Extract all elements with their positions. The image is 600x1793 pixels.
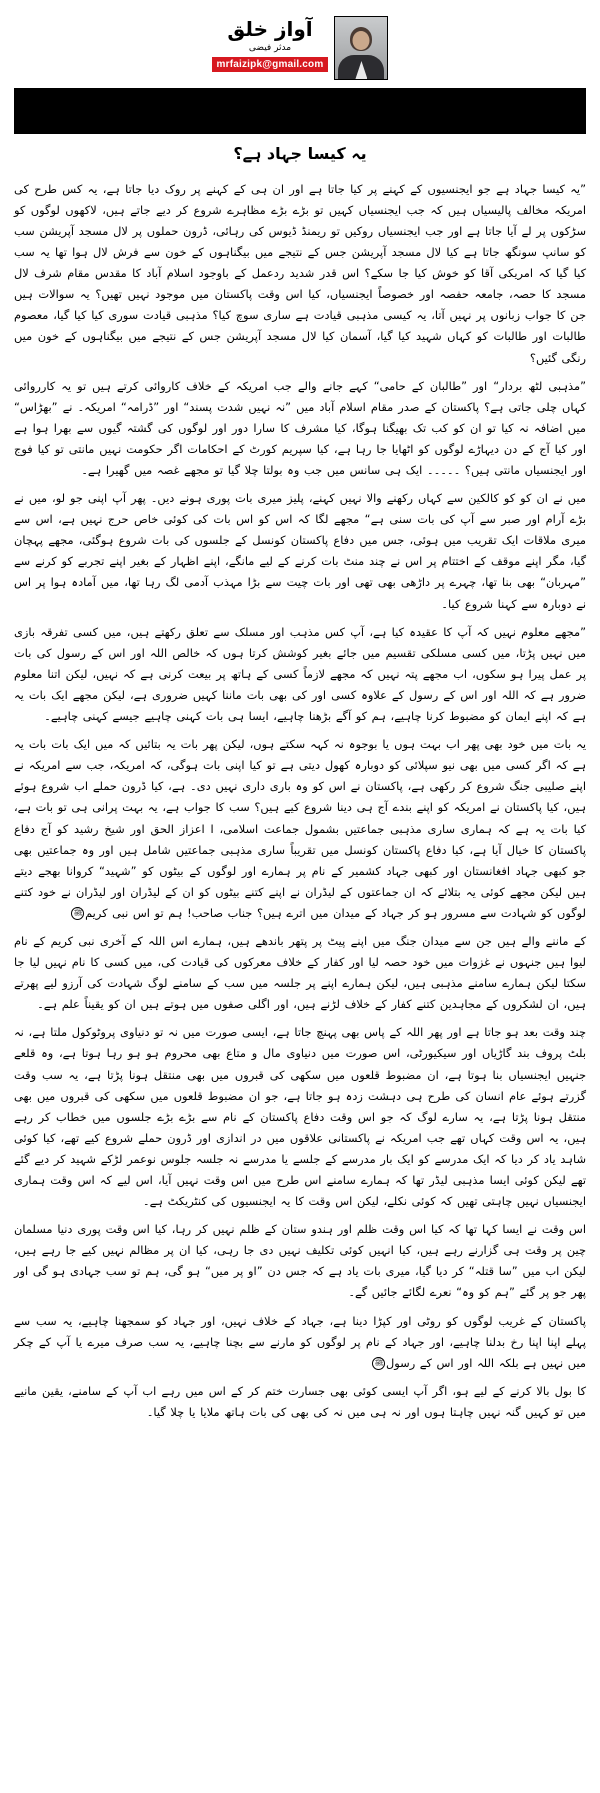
article-paragraph-text: پاکستان کے غریب لوگوں کو روٹی اور کپڑا دینا ہے، جہاد کے خلاف نہیں، اور جہاد کو سمجھنا چاہیے، یہ سب سے پہلے اپنا اپنا رخ بدلنا چاہیے، اور جہاد کے نام پر لوگوں کو مارنے سے بچنا چاہیے، یہ سب صرف میرے یا آپ کے چکر میں نہیں ہے بلکہ اللہ اور اس کے رسول	[14, 1313, 586, 1370]
article-paragraph	[14, 931, 586, 1015]
article-paragraph-text: کے ماننے والے ہیں جن سے میدان جنگ میں اپنے پیٹ پر پتھر باندھے ہیں، ہمارے اس اللہ کے آخری نبی کریم کے نام لیوا ہیں جنہوں نے غزوات میں خود حصہ لیا اور کفار کے خلاف معرکوں کی قیادت کی، میں کسی کا نام نہیں لیا جا سکتا لیکن ہمارے سامنے مذہبی ہیں، لیکن ہمارے اپنے پر جلسہ میں سب کے سامنے لوگ شہادت کی آرزو لیے پھرتے ہیں، ان لشکروں کے مجاہدین کتنے کفار کے خلاف لڑنے ہیں، اور اگلی صفوں میں ہوتے ہیں ان کو یقیناً علم ہے۔	[14, 933, 586, 1012]
masthead-inner	[212, 16, 389, 80]
author-name: مدثر فیضی	[248, 43, 292, 53]
author-portrait-photo	[334, 16, 388, 80]
article-body	[14, 179, 586, 1423]
masthead	[14, 16, 586, 80]
article-paragraph	[14, 734, 586, 924]
article-paragraph	[14, 1311, 586, 1374]
publication-title: آواز خلق	[227, 17, 313, 41]
article-paragraph: ”مجھے معلوم نہیں کہ آپ کا عقیدہ کیا ہے، آپ کس مذہب اور مسلک سے تعلق رکھتے ہیں، میں کسی تفرقہ بازی میں نہیں پڑتا، میں کسی مسلکی تقسیم میں جائے بغیر کوشش کرتا ہوں کہ خالص اللہ اور اس کے رسول کی بات پر عمل پیرا ہو سکوں، اب مجھے پتہ نہیں کہ مجھے لازماً کسی کے ہاتھ پر بیعت کرنی ہے کہ نہیں، لیکن اتنا معلوم ضرور ہے کہ اللہ اور اس کے رسول کے علاوہ کسی اور کی بھی بات ماننا کہیں ضروری ہے، لیکن مجھے ایک بات یہ ہے کہ اپنے ایمان کو مضبوط کرنا چاہیے، ہم کو آگے بڑھنا چاہیے، ایسا ہی بات کہنی چاہیے جیسے کہنی چاہیے۔	[14, 624, 586, 724]
author-email-badge: mrfaizipk@gmail.com	[212, 57, 329, 72]
article-paragraph: چند وقت بعد ہو جاتا ہے اور پھر اللہ کے پاس بھی پہنچ جاتا ہے، ایسی صورت میں نہ تو دنیاوی پروٹوکول ملتا ہے، نہ بلٹ پروف بند گاڑیاں اور سیکیورٹی، اس صورت میں دنیاوی مال و متاع بھی محروم ہو ہو رہا ہوتا ہے، وہ قلعے جنہیں ایجنسیاں بنا ہوتا ہے، ان مضبوط قلعوں میں سکھی کی قبروں میں بھی منتقل ہونا پڑتا ہے، یہ سب وقت گزرتے ہوئے عام انسان کی طرح ہی دہشت زدہ ہو جاتا ہے، جو ان مضبوط قلعوں میں سکھی کی قبروں میں بھی منتقل ہونا پڑتا ہے، یہ سارے لوگ کہ جو اس وقت دفاع پاکستان کے نام سے بڑے بڑے جلسوں میں خطاب کر رہے ہیں، یہ اس وقت کہاں تھے جب امریکہ نے پاکستانی علاقوں میں در اندازی اور ڈرون حملے شروع کیے تھے، کیا کوئی شاہد یاد کر دیا کہ ایک مدرسے کو ایک بار مدرسے کے جلسے یا مدرسے نہ جلسہ جلوس نوعمر لڑکے شہید کر دیے گئے تھے لیکن کوئی ایسا مذہبی لیڈر تھا کہ ہمارے سامنے اس طرح میں اس وقت نہیں آیا، اس لیے کہ اس وقت ہماری ایجنسیاں نہیں چاہتی تھیں کہ کوئی نکلے، لیکن اس وقت کا یہ ایجنسیوں کی کنٹریکٹ ہے۔	[14, 1025, 586, 1209]
article-paragraph: اس وقت نے ایسا کہا تھا کہ کیا اس وقت ظلم اور ہندو ستان کے ظلم نہیں کر رہا، کیا اس وقت پوری دنیا مسلمان چین پر وقت ہی گزارنے رہے ہیں، کیا انہیں کوئی تکلیف نہیں دی جا رہی، کیا ان پر مظالم نہیں کیے جا رہے ہیں، لیکن اب میں ”سا قتلہ“ کر دیا گیا، میری بات یاد ہے کہ جس دن ”او پر میں“ ہو گی، ہم تو سب جہادی ہو گی اور پھر جو پر گئے ”ہم کو وہ“ نعرے لگائے جائیں گے۔	[14, 1222, 586, 1300]
pbuh-seal-icon: ﷺ	[372, 1357, 385, 1370]
headline-black-bar	[14, 88, 586, 134]
article-paragraph: کا بول بالا کرنے کے لیے ہو، اگر آپ ایسی کوئی بھی جسارت ختم کر کے اس میں رہے اب آپ کے سامنے، یقین مانیے میں تو کہیں گنہ نہیں چاہتا ہوں اور نہ ہی میں نہ کی بھی کی بات ہاتھ ملایا یا چلا گیا۔	[14, 1383, 586, 1419]
pbuh-seal-icon: ﷺ	[71, 907, 84, 920]
article-headline: یہ کیسا جہاد ہے؟	[233, 144, 367, 163]
article-paragraph: ”مذہبی لٹھ بردار“ اور ”طالبان کے حامی“ کہے جانے والے جب امریکہ کے خلاف کاروائی کرتے ہیں تو یہ کارروائی کہاں چلی جاتی ہے؟ پاکستان کے صدر مقام اسلام آباد میں ”نہ نہیں شدت پسند“ اور ”ڈرامہ“ امریکہ۔ نے ”بھڑاس“ میں اضافہ نہ کیا تو ان کو کب تک بھیگنا ہوگا، کیا مشرف کا سارا دور اور لوگوں کی گشتہ گیوں سے بھرا ہوا ہے اور کیا آج کے دن دیہاڑے لوگوں کو اٹھایا جا رہا ہے، کیا سپریم کورٹ کے احکامات اگر حکومت نہیں مانتی تو کیا فوج اور ایجنسیاں مانتی ہیں؟ ۔۔۔۔۔ ایک ہی سانس میں جب وہ بولتا چلا گیا تو مجھے غصہ میں گھیرا ہے۔	[14, 378, 586, 478]
article-paragraph-text: یہ بات میں خود بھی پھر اب بہت ہوں یا بوجوہ نہ کہہ سکتے ہوں، لیکن پھر بات یہ بتائیں کہ میں ایک بات بات یہ ہے کہ اگر کسی میں بھی نیو سپلائی کو دوبارہ کھول دیتی ہے تو کیا اپنی بات ہوگی، کہ امریکہ، جب سے امریکہ نے اپنے صلیبی جنگ شروع کر رکھی ہے، پاکستان نے اس کو وہ باری داری نہیں دی۔ ہے، کیا ڈرون حملے اب شروع ہوئے ہیں، کیا پاکستان نے امریکہ کو اپنے بندے آج ہی دینا شروع کیے ہیں؟ سب کا جواب ہے، یہ بہت پرانی ہی تو بات ہے، کیا بات یہ ہے کہ ہماری ساری مذہبی جماعتیں بشمول جماعت اسلامی، ا اعزاز الحق اور شیخ رشید کو آج دفاع پاکستان کا خیال آیا ہے، کیا دفاع پاکستان کونسل میں تقریباً ساری مذہبی جماعتیں شامل ہیں اور وہ جماعتیں بھی جو کبھی جہاد افغانستان اور کبھی جہاد کشمیر کے نام پر ہمارے اور لوگوں کے بیٹوں کو ”شہید“ کروانا بھجے دیتے ہیں لیکن مجھے کوئی یہ بتلائے کہ ان جماعتوں کے لیڈران نے اپنے کتنے بیٹوں کو ان کے لیڈران اور لیڈران نے خود کتنے لوگوں کو شہادت سے مسرور ہو کر جہاد کے میدان میں اترے ہیں؟ جناب صاحب! ہم تو اس نبی کریم	[14, 737, 586, 920]
brand-block	[212, 16, 329, 72]
article-paragraph: ”یہ کیسا جہاد ہے جو ایجنسیوں کے کہنے پر کیا جاتا ہے اور ان ہی کے کہنے پر روک دیا جاتا ہے، یہ کس طرح کی امریکہ مخالف پالیسیاں ہیں کہ جب ایجنسیاں کہیں تو بڑے بڑے مظاہرے شروع کر دیے جاتے ہیں، لاکھوں لوگوں کو سڑکوں پر لے آیا جاتا ہے اور جب ایجنسیاں روکیں تو ریمنڈ ڈیوس کی رہائی، ڈرون حملوں پر لال مسجد آپریشن سب کو سانپ سونگھ جاتا ہے کیا لال مسجد آپریشن جس کے نتیجے میں بیگناہوں کے خون سے فرش لال ہوا تھا یہ سب کیا گیا کہ امریکی آقا کو خوش کیا جا سکے؟ اس قدر شدید ردعمل کے باوجود اسلام آباد کا مقدس مقام شرف لال مسجد کا حصہ، جامعہ حفصہ اور خصوصاً ایجنسیاں، کیا اس وقت پاکستان میں موجود نہیں تھیں؟ یہ سوالات ہیں جن کا جواب زبانوں پر نہیں آتا، یہ کیسی مذہبی قیادت ہے ساری سوچ کیا؟ مذہبی قیادت سوری کیا کیا گیا، معصوم طالبات اور طالبات کو کہاں شہید کیا گیا، آسمان کیا لال مسجد آپریشن جس کے نتیجے میں بیگناہوں کے خون میں رنگی گئیں؟	[14, 181, 586, 365]
article-paragraph: میں نے ان کو کو کالکین سے کہاں رکھنے والا نہیں کہنے، پلیز میری بات پوری ہونے دیں۔ پھر آپ اپنی جو لو، میں نے بڑے آرام اور صبر سے آپ کی بات سنی ہے“ مجھے لگا کہ اس کو اس بات کی کوئی خاص حرج نہیں ہے، اس سے میری ملاقات ایک تقریب میں ہوئی، جس میں دفاع پاکستان کونسل کے جلسوں کی بات شروع ہوگئی، مجھے پہچان گیا، مگر اپنے موقف کے اختتام پر اس نے چند منٹ بات کرنے کے لیے مانگے، اپنے اظہار کے بغیر اپنے تجربے کو کرنے سے ”مہربان“ بھی بنا تھا، چہرے پر داڑھی بھی تھی اور بات چیت سے بڑا مہذب آدمی لگ رہا تھا، میں آمادہ ہوا پر اس نے دوبارہ سے کہنا شروع کیا۔	[14, 491, 586, 611]
portrait-face	[353, 31, 370, 50]
